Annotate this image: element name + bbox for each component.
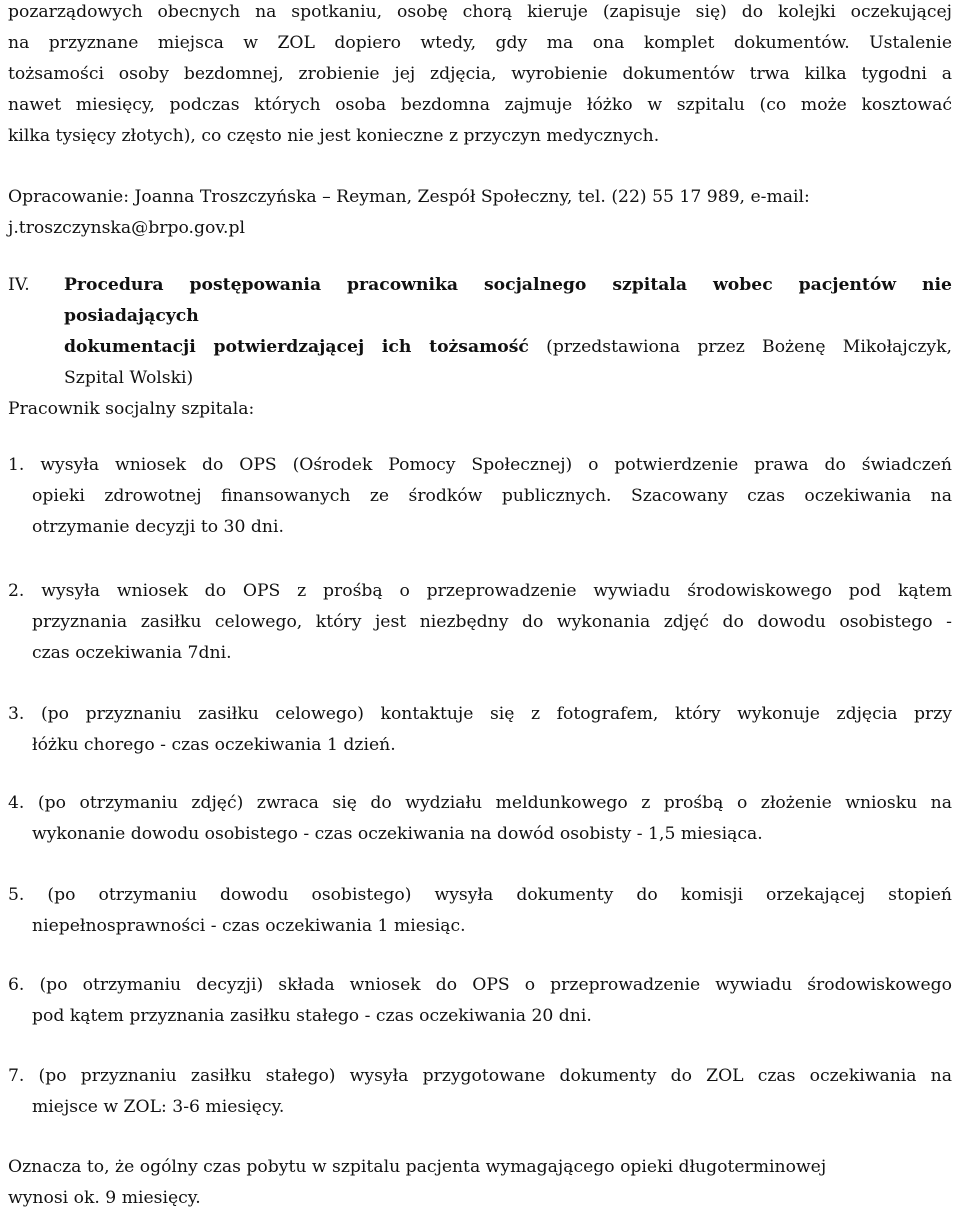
list-item — [8, 699, 952, 761]
role-label: Pracownik socjalny szpitala: — [8, 399, 255, 419]
step-line: opieki zdrowotnej finansowanych ze środków publicznych. Szacowany czas oczekiwania na — [32, 486, 952, 506]
intro-line: kilka tysięcy złotych), co często nie jest konieczne z przyczyn medycznych. — [8, 126, 660, 146]
conclusion-line: wynosi ok. 9 miesięcy. — [8, 1188, 201, 1208]
list-item — [8, 880, 952, 942]
section-title-line — [64, 332, 952, 363]
section-heading — [8, 270, 952, 394]
step-line: 6. (po otrzymaniu decyzji) składa wniosek do OPS o przeprowadzenie wywiadu środowiskowego — [8, 975, 952, 995]
step-line: 7. (po przyznaniu zasiłku stałego) wysyła przygotowane dokumenty do ZOL czas oczekiwania na — [8, 1066, 952, 1086]
section-title-rest: (przedstawiona przez Bożenę Mikołajczyk, — [528, 337, 953, 357]
credit-paragraph — [8, 182, 952, 244]
section-number: IV. — [8, 275, 30, 295]
step-line: 2. wysyła wniosek do OPS z prośbą o przeprowadzenie wywiadu środowiskowego pod kątem — [8, 581, 952, 601]
step-line: 1. wysyła wniosek do OPS (Ośrodek Pomocy Społecznej) o potwierdzenie prawa do świadczeń — [8, 455, 952, 475]
step-line: 3. (po przyznaniu zasiłku celowego) kontaktuje się z fotografem, który wykonuje zdjęcia przy — [8, 704, 952, 724]
list-item — [8, 576, 952, 669]
intro-line: na przyznane miejsca w ZOL dopiero wtedy, gdy ma ona komplet dokumentów. Ustalenie — [8, 33, 952, 53]
step-line: wykonanie dowodu osobistego - czas oczekiwania na dowód osobisty - 1,5 miesiąca. — [32, 824, 763, 844]
list-item — [8, 450, 952, 543]
conclusion-line: Oznacza to, że ogólny czas pobytu w szpitalu pacjenta wymagającego opieki długoterminowej — [8, 1157, 827, 1177]
step-line: przyznania zasiłku celowego, który jest niezbędny do wykonania zdjęć do dowodu osobistego - — [32, 612, 952, 632]
intro-line: tożsamości osoby bezdomnej, zrobienie jej zdjęcia, wyrobienie dokumentów trwa kilka tygodni a — [8, 64, 952, 84]
intro-line: nawet miesięcy, podczas których osoba bezdomna zajmuje łóżko w szpitalu (co może kosztować — [8, 95, 952, 115]
step-line: otrzymanie decyzji to 30 dni. — [32, 517, 284, 537]
step-line: pod kątem przyznania zasiłku stałego - czas oczekiwania 20 dni. — [32, 1006, 592, 1026]
step-line: miejsce w ZOL: 3-6 miesięcy. — [32, 1097, 285, 1117]
list-item — [8, 1061, 952, 1123]
conclusion-paragraph — [8, 1152, 952, 1214]
section-title-line: Szpital Wolski) — [64, 368, 194, 388]
list-item — [8, 788, 952, 850]
step-line: 4. (po otrzymaniu zdjęć) zwraca się do wydziału meldunkowego z prośbą o złożenie wniosku na — [8, 793, 952, 813]
intro-paragraph — [8, 0, 952, 152]
intro-line: pozarządowych obecnych na spotkaniu, osobę chorą kieruje (zapisuje się) do kolejki oczekującej — [8, 2, 952, 22]
credit-email: j.troszczynska@brpo.gov.pl — [8, 218, 245, 238]
step-line: łóżku chorego - czas oczekiwania 1 dzień. — [32, 735, 396, 755]
step-line: czas oczekiwania 7dni. — [32, 643, 232, 663]
section-title-bold: dokumentacji potwierdzającej ich tożsamość — [64, 337, 529, 357]
section-title-line: Procedura postępowania pracownika socjalnego szpitala wobec pacjentów nie posiadających — [64, 275, 952, 326]
step-line: niepełnosprawności - czas oczekiwania 1 miesiąc. — [32, 916, 466, 936]
list-item — [8, 970, 952, 1032]
step-line: 5. (po otrzymaniu dowodu osobistego) wysyła dokumenty do komisji orzekającej stopień — [8, 885, 952, 905]
credit-line: Opracowanie: Joanna Troszczyńska – Reyman, Zespół Społeczny, tel. (22) 55 17 989, e-mail: — [8, 187, 810, 207]
